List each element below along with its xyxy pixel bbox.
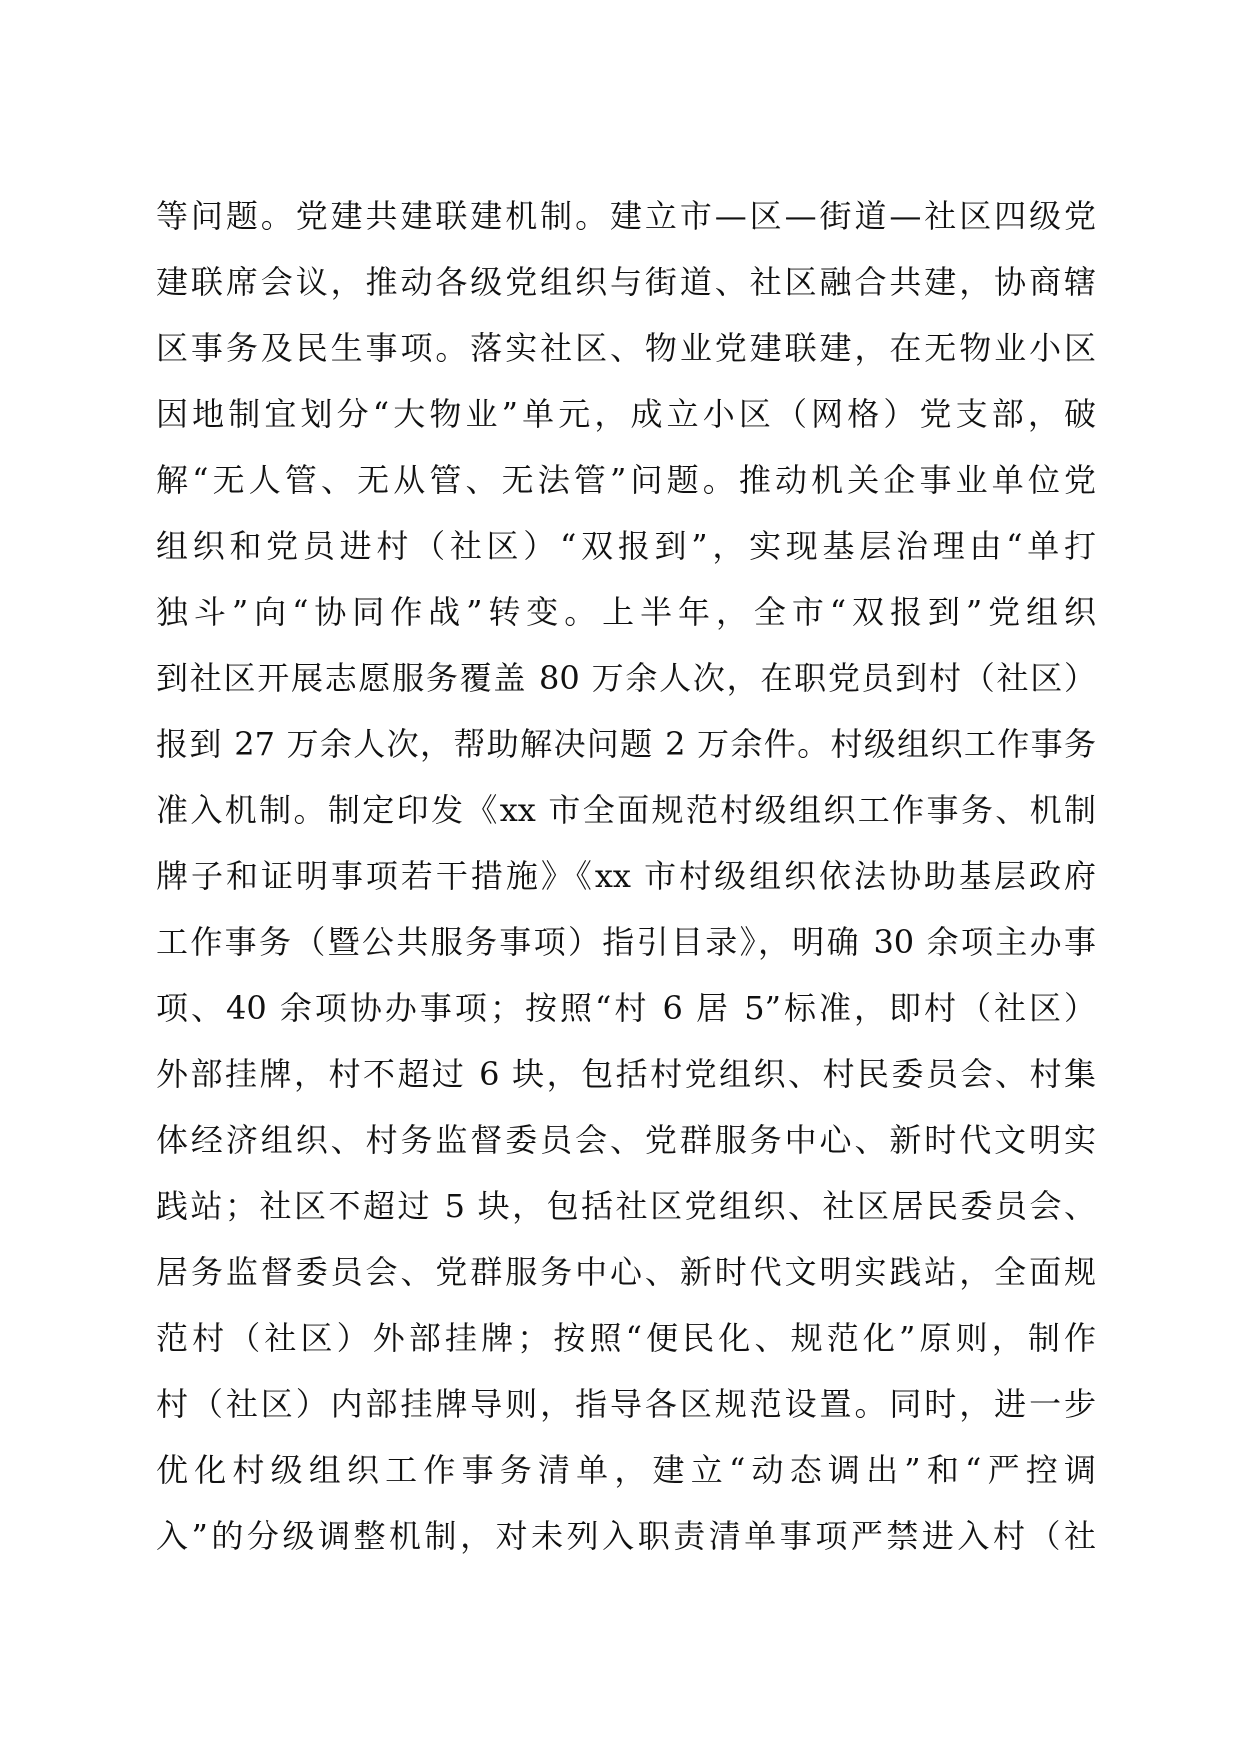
text-line-8: 到社区开展志愿服务覆盖 80 万余人次，在职党员到村（社区） — [156, 659, 1096, 697]
text-line-1: 等问题。党建共建联建机制。建立市—区—街道—社区四级党 — [156, 197, 1096, 235]
text-line-4: 因地制宜划分“大物业”单元，成立小区（网格）党支部，破 — [156, 395, 1096, 433]
text-line-17: 居务监督委员会、党群服务中心、新时代文明实践站，全面规 — [156, 1253, 1096, 1291]
text-line-16: 践站；社区不超过 5 块，包括社区党组织、社区居民委员会、 — [156, 1187, 1096, 1225]
text-line-9: 报到 27 万余人次，帮助解决问题 2 万余件。村级组织工作事务 — [156, 725, 1096, 763]
text-line-19: 村（社区）内部挂牌导则，指导各区规范设置。同时，进一步 — [156, 1385, 1096, 1423]
text-line-18: 范村（社区）外部挂牌；按照“便民化、规范化”原则，制作 — [156, 1319, 1096, 1357]
text-line-11: 牌子和证明事项若干措施》《xx 市村级组织依法协助基层政府 — [156, 857, 1096, 895]
text-line-13: 项、40 余项协办事项；按照“村 6 居 5”标准，即村（社区） — [156, 989, 1096, 1027]
text-line-7: 独斗”向“协同作战”转变。上半年，全市“双报到”党组织 — [156, 593, 1096, 631]
text-line-10: 准入机制。制定印发《xx 市全面规范村级组织工作事务、机制 — [156, 791, 1096, 829]
text-line-14: 外部挂牌，村不超过 6 块，包括村党组织、村民委员会、村集 — [156, 1055, 1096, 1093]
text-line-5: 解“无人管、无从管、无法管”问题。推动机关企事业单位党 — [156, 461, 1096, 499]
text-line-3: 区事务及民生事项。落实社区、物业党建联建，在无物业小区 — [156, 329, 1096, 367]
text-line-12: 工作事务（暨公共服务事项）指引目录》，明确 30 余项主办事 — [156, 923, 1096, 961]
text-line-20: 优化村级组织工作事务清单，建立“动态调出”和“严控调 — [156, 1451, 1096, 1489]
text-line-6: 组织和党员进村（社区）“双报到”，实现基层治理由“单打 — [156, 527, 1096, 565]
text-line-15: 体经济组织、村务监督委员会、党群服务中心、新时代文明实 — [156, 1121, 1096, 1159]
body-text — [156, 183, 1096, 1569]
text-line-21: 入”的分级调整机制，对未列入职责清单事项严禁进入村（社 — [156, 1517, 1096, 1555]
text-line-2: 建联席会议，推动各级党组织与街道、社区融合共建，协商辖 — [156, 263, 1096, 301]
